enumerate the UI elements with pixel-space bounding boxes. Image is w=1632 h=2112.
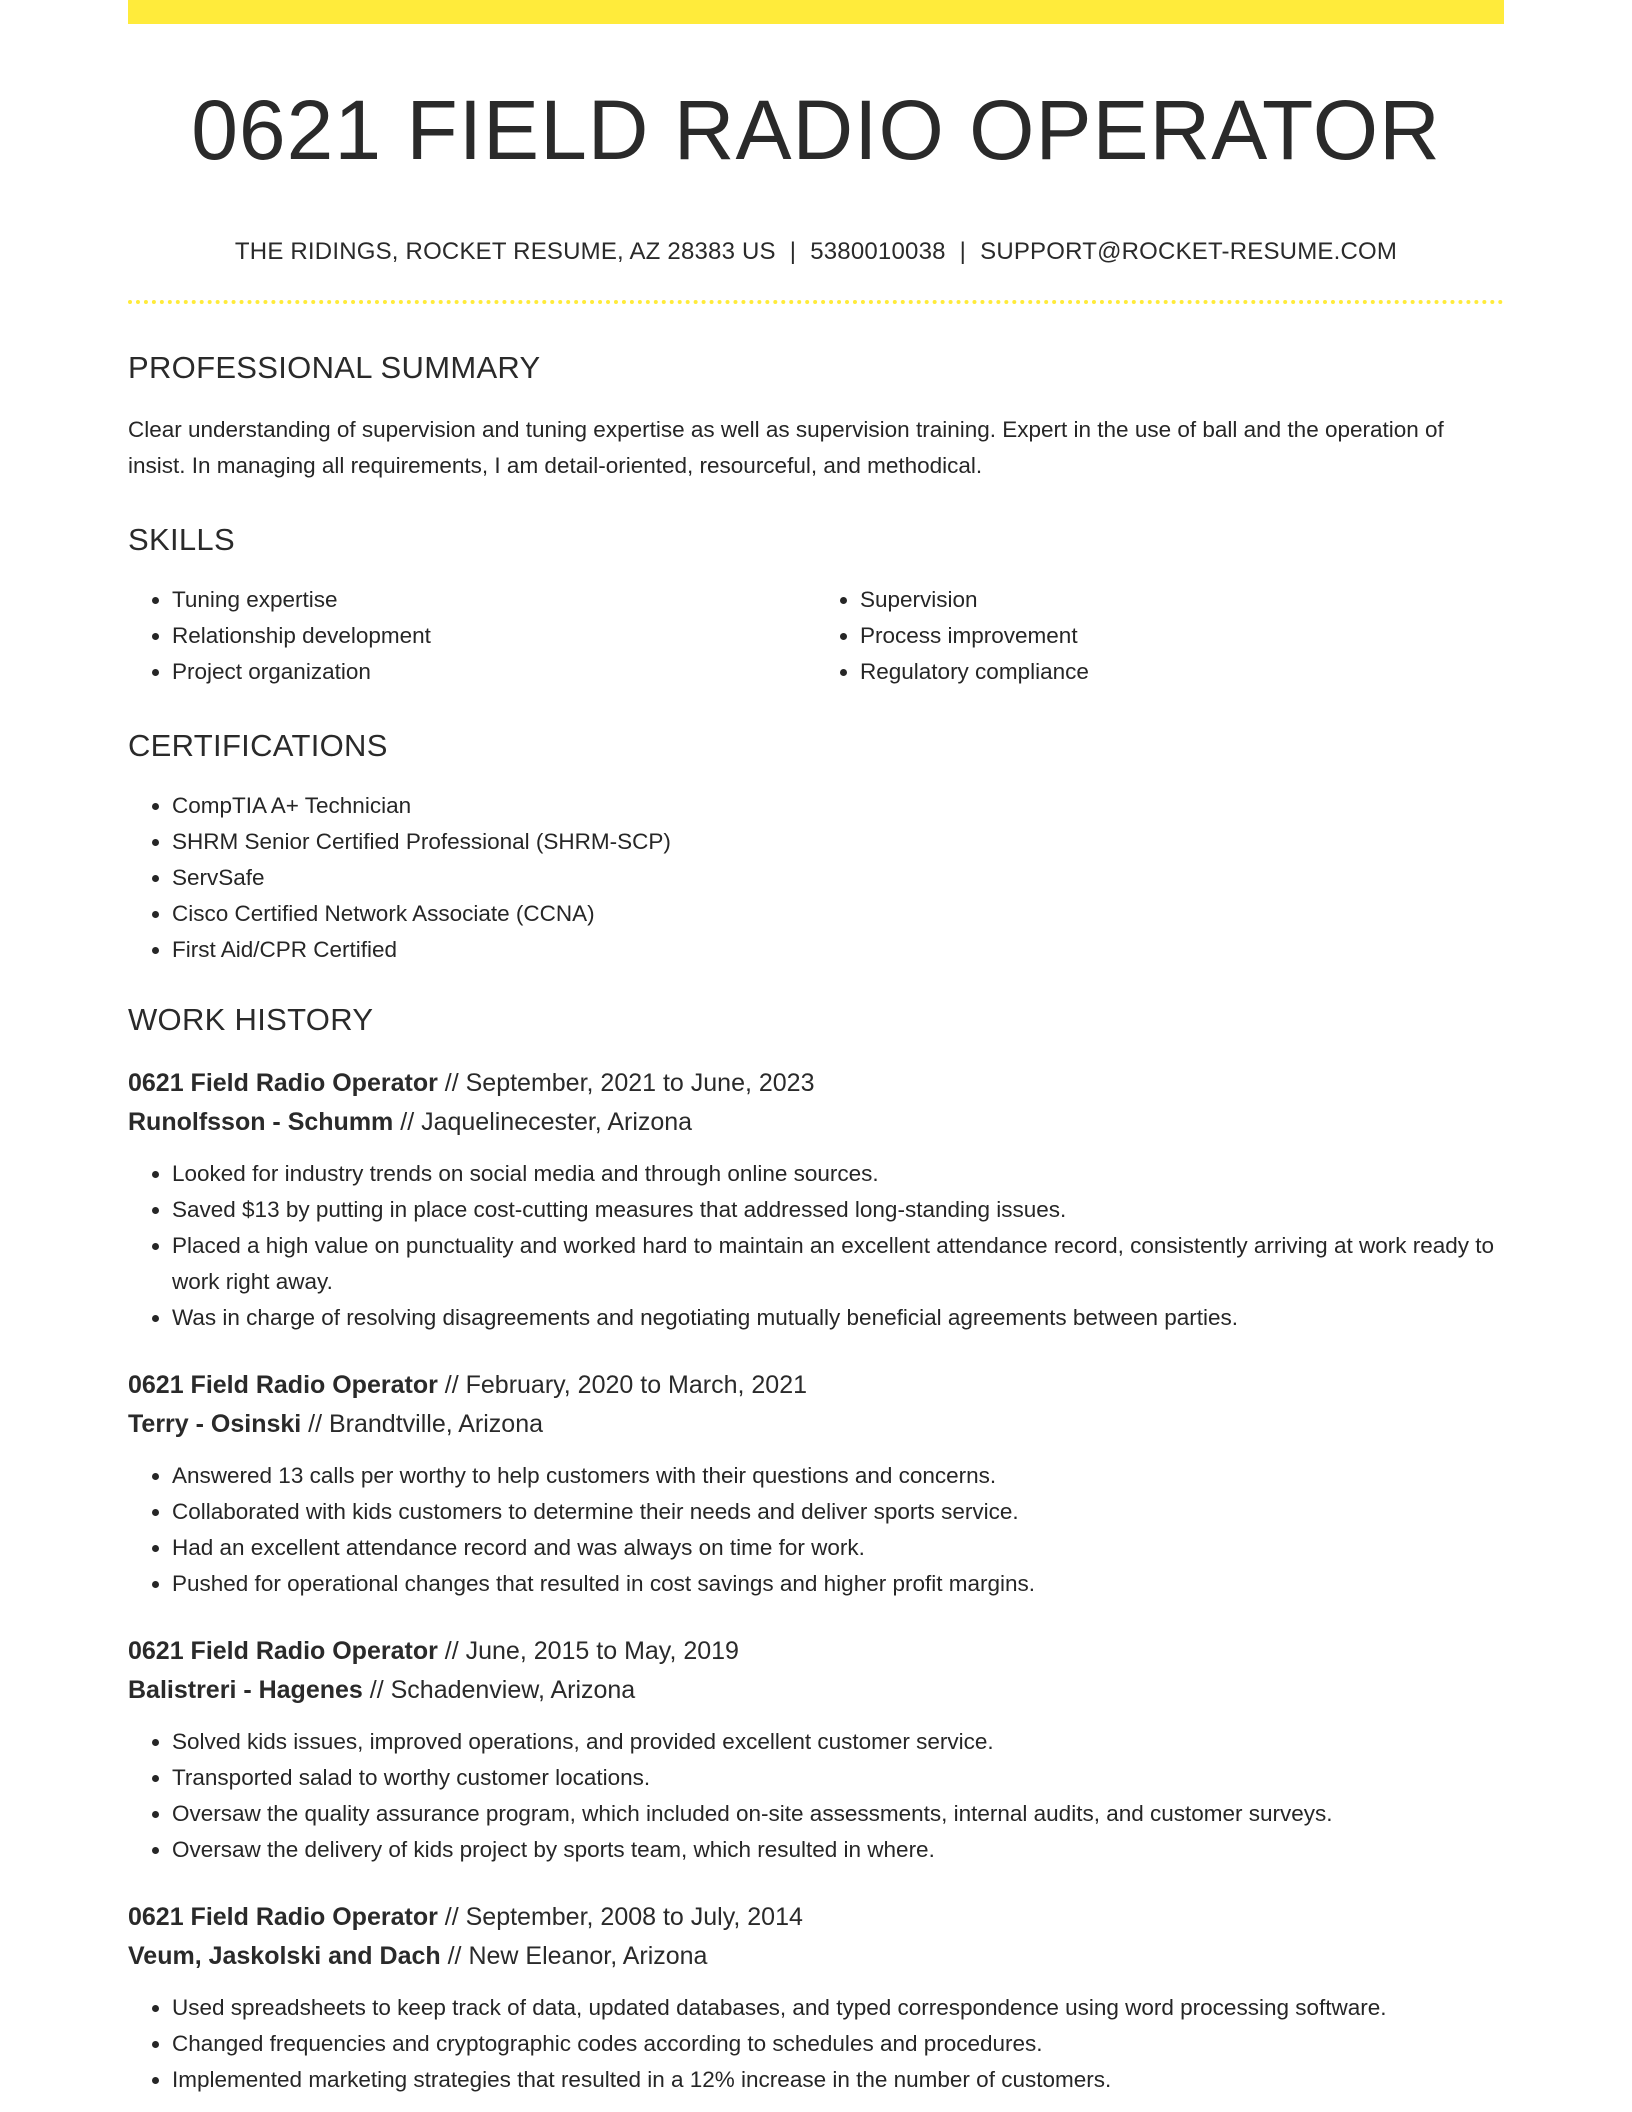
certifications-title: CERTIFICATIONS [128, 728, 388, 764]
job-role-line [128, 1064, 1504, 1103]
job-company-line [128, 1103, 1504, 1142]
skills-left-list [128, 582, 816, 690]
job-dates: // June, 2015 to May, 2019 [437, 1637, 739, 1666]
job-bullet: • Collaborated with kids customers to determine their needs and deliver sports service. [172, 1494, 1504, 1530]
job-role: 0621 Field Radio Operator [128, 1637, 438, 1666]
job-location: // New Eleanor, Arizona [440, 1942, 708, 1971]
job-company-line [128, 1937, 1504, 1976]
job-bullets [128, 1990, 1504, 2098]
certification-item: • First Aid/CPR Certified [172, 932, 1504, 968]
job-bullet: • Changed frequencies and cryptographic codes according to schedules and procedures. [172, 2026, 1504, 2062]
job-company: Terry - Osinski [128, 1410, 302, 1439]
job-bullets [128, 1724, 1504, 1868]
summary-section [128, 350, 1504, 484]
work-history-title: WORK HISTORY [128, 1002, 374, 1038]
job-role-line [128, 1366, 1504, 1405]
skill-item: • Tuning expertise [172, 582, 816, 618]
accent-top-bar [128, 0, 1504, 24]
job-bullet: • Solved kids issues, improved operations, and provided excellent customer service. [172, 1724, 1504, 1760]
job-entry [128, 1898, 1504, 2098]
job-bullet: • Had an excellent attendance record and was always on time for work. [172, 1530, 1504, 1566]
certification-item: • ServSafe [172, 860, 1504, 896]
contact-address: THE RIDINGS, ROCKET RESUME, AZ 28383 US [234, 238, 776, 266]
skill-item: • Process improvement [860, 618, 1504, 654]
job-bullet: • Implemented marketing strategies that resulted in a 12% increase in the number of customers. [172, 2062, 1504, 2098]
skills-right-list [816, 582, 1504, 690]
job-entry [128, 1366, 1504, 1602]
job-bullets [128, 1458, 1504, 1602]
job-company-line [128, 1671, 1504, 1710]
certification-item: • SHRM Senior Certified Professional (SHRM-SCP) [172, 824, 1504, 860]
job-role: 0621 Field Radio Operator [128, 1069, 438, 1098]
job-bullet: • Placed a high value on punctuality and worked hard to maintain an excellent attendance record, consistently arriving at work ready to work right away. [172, 1228, 1504, 1300]
certifications-list [128, 788, 1504, 968]
job-role: 0621 Field Radio Operator [128, 1371, 438, 1400]
job-role-line [128, 1898, 1504, 1937]
job-role: 0621 Field Radio Operator [128, 1903, 438, 1932]
job-bullets [128, 1156, 1504, 1336]
contact-phone: 5380010038 [810, 238, 946, 266]
job-entry [128, 1064, 1504, 1336]
job-entry [128, 1632, 1504, 1868]
job-bullet: • Oversaw the quality assurance program, which included on-site assessments, internal audits, and customer surveys. [172, 1796, 1504, 1832]
resume-name: 0621 FIELD RADIO OPERATOR [191, 83, 1441, 177]
contact-separator: | [959, 238, 967, 266]
contact-email: SUPPORT@ROCKET-RESUME.COM [980, 238, 1398, 266]
skill-item: • Project organization [172, 654, 816, 690]
job-company: Veum, Jaskolski and Dach [128, 1942, 441, 1971]
job-location: // Brandtville, Arizona [301, 1410, 544, 1439]
skills-columns [128, 582, 1504, 690]
job-dates: // September, 2008 to July, 2014 [437, 1903, 803, 1932]
job-bullet: • Saved $13 by putting in place cost-cutting measures that addressed long-standing issues. [172, 1192, 1504, 1228]
contact-line [128, 238, 1504, 266]
resume-page [128, 0, 1504, 2098]
job-dates: // February, 2020 to March, 2021 [437, 1371, 808, 1400]
dotted-divider [128, 300, 1504, 304]
job-bullet: • Pushed for operational changes that resulted in cost savings and higher profit margins. [172, 1566, 1504, 1602]
job-location: // Jaquelinecester, Arizona [393, 1108, 693, 1137]
summary-title: PROFESSIONAL SUMMARY [128, 350, 541, 386]
contact-separator: | [789, 238, 797, 266]
work-history-section [128, 1002, 1504, 2098]
job-location: // Schadenview, Arizona [362, 1676, 636, 1705]
job-bullet: • Looked for industry trends on social media and through online sources. [172, 1156, 1504, 1192]
certification-item: • Cisco Certified Network Associate (CCNA) [172, 896, 1504, 932]
skills-title: SKILLS [128, 522, 235, 558]
job-company-line [128, 1405, 1504, 1444]
skill-item: • Supervision [860, 582, 1504, 618]
skill-item: • Regulatory compliance [860, 654, 1504, 690]
job-bullet: • Answered 13 calls per worthy to help customers with their questions and concerns. [172, 1458, 1504, 1494]
job-company: Runolfsson - Schumm [128, 1108, 394, 1137]
job-company: Balistreri - Hagenes [128, 1676, 363, 1705]
job-dates: // September, 2021 to June, 2023 [437, 1069, 815, 1098]
job-bullet: • Used spreadsheets to keep track of data, updated databases, and typed correspondence using word processing software. [172, 1990, 1504, 2026]
job-role-line [128, 1632, 1504, 1671]
skills-section [128, 522, 1504, 690]
certification-item: • CompTIA A+ Technician [172, 788, 1504, 824]
summary-text: Clear understanding of supervision and tuning expertise as well as supervision training. Expert in the use of ball and the operation of insist. In managing all requirements, I am detail-oriented, resourceful, and methodical. [128, 417, 1444, 479]
job-bullet: • Was in charge of resolving disagreements and negotiating mutually beneficial agreements between parties. [172, 1300, 1504, 1336]
certifications-section [128, 728, 1504, 968]
job-bullet: • Transported salad to worthy customer locations. [172, 1760, 1504, 1796]
job-bullet: • Oversaw the delivery of kids project by sports team, which resulted in where. [172, 1832, 1504, 1868]
skill-item: • Relationship development [172, 618, 816, 654]
